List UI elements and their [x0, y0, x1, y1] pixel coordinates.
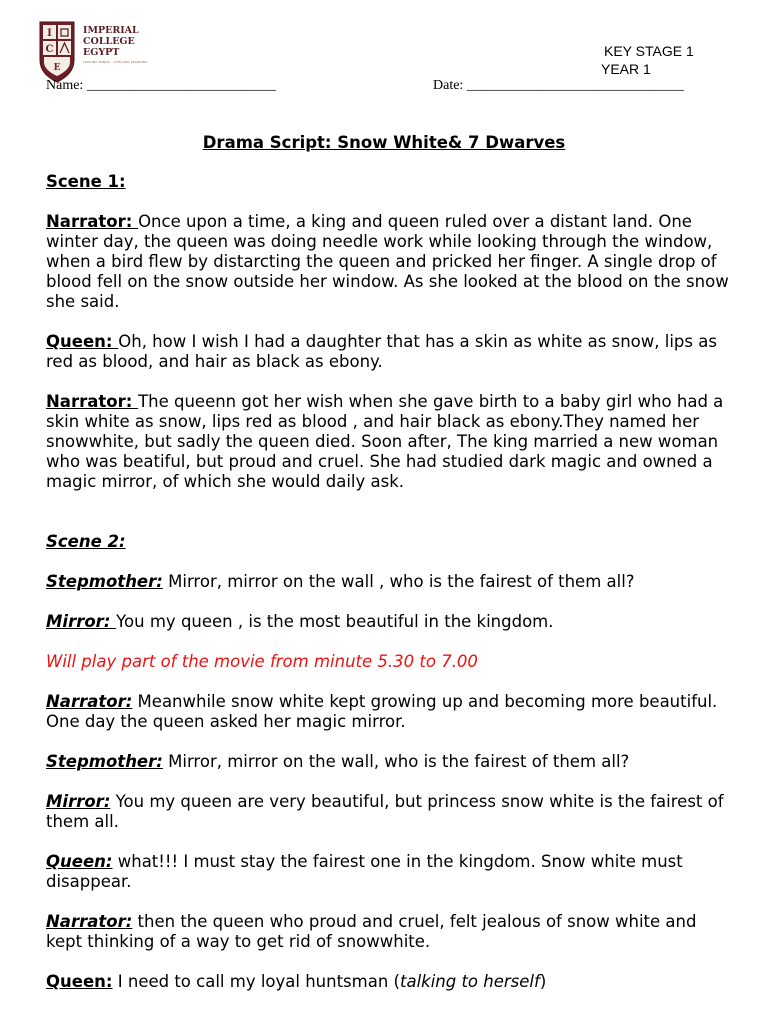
narrator-line-2: Narrator: The queenn got her wish when she gave birth to a baby girl who had a skin white as snow, lips red as blood , and hair black as ebony.They named her snowwhite, but sadly the queen died. Soon after, The king married a new woman who was beatiful, but proud and cruel. She had studied dark magic and owned a magic mirror, of which she would daily ask. [46, 392, 724, 491]
svg-text:E: E [53, 63, 61, 73]
narrator-line-3: Narrator: Meanwhile snow white kept growing up and becoming more beautiful. One day the queen asked her magic mirror. [46, 692, 718, 731]
shield-crest-icon [38, 20, 76, 84]
date-field: Date: _______________________________ [433, 78, 684, 93]
svg-text:C: C [45, 44, 54, 55]
stepmother-line-1: Stepmother: Mirror, mirror on the wall , who is the fairest of them all? [46, 572, 635, 591]
svg-text:I: I [47, 28, 52, 39]
stepmother-line-2: Stepmother: Mirror, mirror on the wall, who is the fairest of them all? [46, 752, 630, 771]
scene-1-heading: Scene 1: [46, 172, 126, 191]
school-logo [38, 20, 148, 84]
narrator-line-1: Narrator: Once upon a time, a king and queen ruled over a distant land. One winter day, the queen was doing needle work while looking through the window, when a bird flew by distarcting the queen and pricked her finger. A single drop of blood fell on the snow outside her window. As she looked at the blood on the snow she said. [46, 212, 729, 311]
narrator-line-4: Narrator: then the queen who proud and cruel, felt jealous of snow white and kept thinking of a way to get rid of snowwhite. [46, 912, 697, 951]
name-field: Name: ___________________________ [46, 78, 276, 93]
page-title: Drama Script: Snow White& 7 Dwarves [202, 133, 566, 152]
logo-tagline: LEADING MINDS · LIFELONG LEARNING [83, 60, 148, 64]
queen-line-2: Queen: what!!! I must stay the fairest one in the kingdom. Snow white must disappear. [46, 852, 683, 891]
queen-line-3: Queen: I need to call my loyal huntsman (talking to herself) [46, 972, 547, 991]
year-label: YEAR 1 [601, 61, 651, 77]
movie-note: Will play part of the movie from minute 5.30 to 7.00 [46, 652, 478, 671]
script-body [46, 172, 736, 992]
scene-2-heading: Scene 2: [46, 532, 126, 551]
mirror-line-1: Mirror: You my queen , is the most beautiful in the kingdom. [46, 612, 554, 631]
queen-line-1: Queen: Oh, how I wish I had a daughter that has a skin as white as snow, lips as red as blood, and hair as black as ebony. [46, 332, 717, 371]
mirror-line-2: Mirror: You my queen are very beautiful, but princess snow white is the fairest of them all. [46, 792, 724, 831]
key-stage: KEY STAGE 1 [604, 43, 694, 59]
logo-name: IMPERIAL COLLEGE EGYPT [83, 25, 139, 58]
